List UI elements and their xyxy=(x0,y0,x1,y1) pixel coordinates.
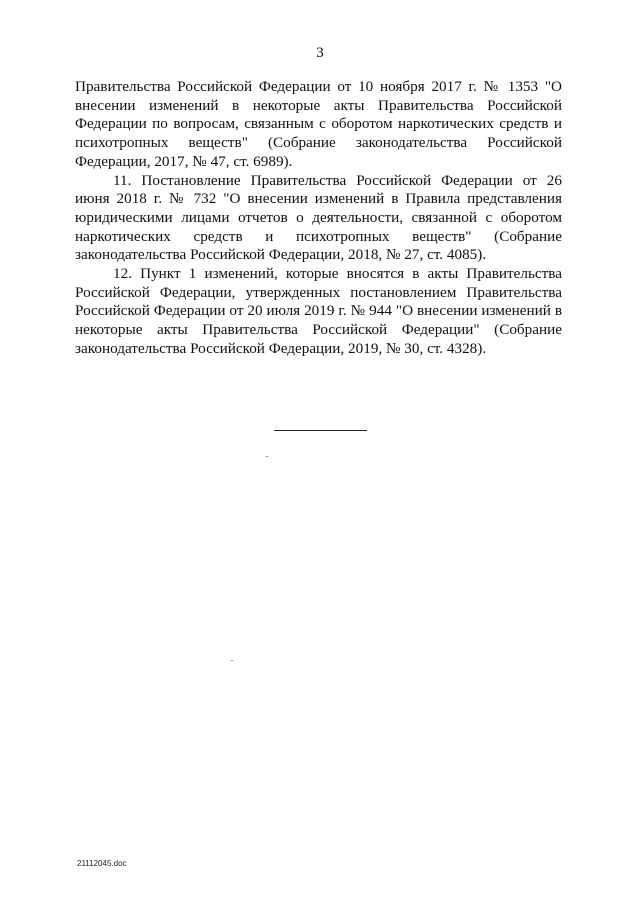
paragraph-continuation: Правительства Российской Федерации от 10 ноября 2017 г. № 1353 "О внесении изменений в некоторые акты Правительства Российской Федерации по вопросам, связанным с оборотом наркотических средств и психотропных веществ" (Собрание законодательства Российской Федерации, 2017, № 47, ст. 6989). xyxy=(75,78,562,170)
end-separator-line xyxy=(274,430,367,431)
document-file-code: 21112045.doc xyxy=(77,859,127,868)
scan-artifact xyxy=(266,456,268,457)
scan-artifact xyxy=(231,660,233,661)
paragraph-item-11: 11. Постановление Правительства Российской Федерации от 26 июня 2018 г. № 732 "О внесении изменений в Правила представления юридическими лицами отчетов о деятельности, связанной с оборотом наркотических средств и психотропных веществ" (Собрание законодательства Российской Федерации, 2018, № 27, ст. 4085). xyxy=(75,171,562,264)
document-body xyxy=(75,78,562,359)
paragraph-item-12: 12. Пункт 1 изменений, которые вносятся в акты Правительства Российской Федерации, утвержденных постановлением Правительства Российской Федерации от 20 июля 2019 г. № 944 "О внесении изменений в некоторые акты Правительства Российской Федерации" (Собрание законодательства Российской Федерации, 2019, № 30, ст. 4328). xyxy=(75,265,562,357)
page-number: 3 xyxy=(316,45,324,61)
